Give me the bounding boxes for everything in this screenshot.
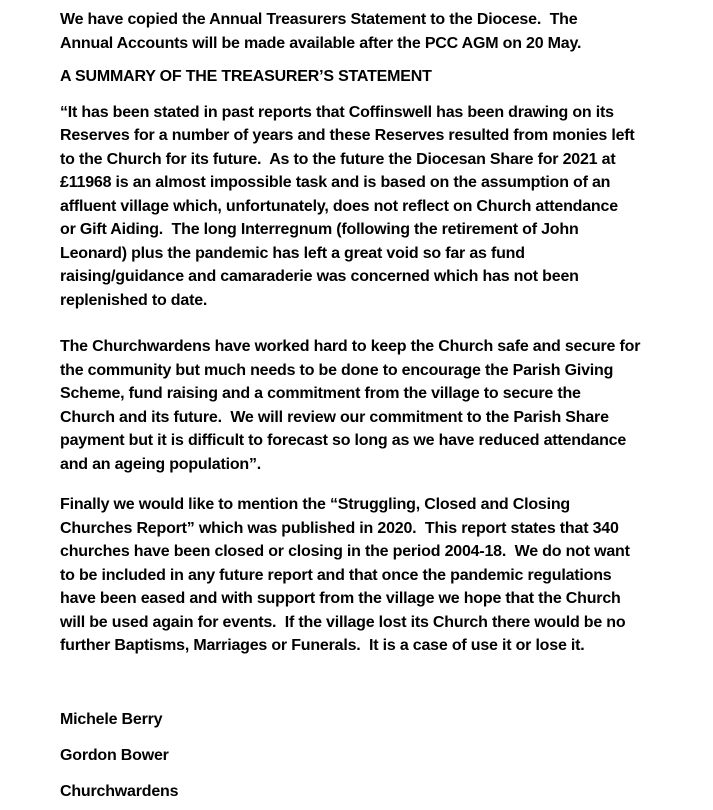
text-line: We have copied the Annual Treasurers Statement to the Diocese. The — [60, 11, 578, 28]
text-line: churches have been closed or closing in the period 2004-18. We do not want — [60, 543, 630, 560]
text-line: payment but it is difficult to forecast so long as we have reduced attendance — [60, 432, 627, 449]
text-line: Church and its future. We will review our commitment to the Parish Share — [60, 408, 609, 426]
signature-michele-berry — [60, 708, 707, 732]
signature-churchwardens — [60, 780, 707, 804]
text-line: Leonard) plus the pandemic has left a great void so far as fund — [60, 244, 525, 262]
text-line: to the Church for its future. As to the future the Diocesan Share for 2021 at — [60, 150, 616, 168]
treasurers-statement-heading: A SUMMARY OF THE TREASURER’S STATEMENT — [60, 68, 432, 85]
text-line: Finally we would like to mention the “Struggling, Closed and Closing — [60, 496, 570, 513]
text-line: replenished to date. — [60, 291, 208, 309]
text-line: raising/guidance and camaraderie was concerned which has not been — [60, 268, 579, 285]
text-line: the community but much needs to be done to encourage the Parish Giving — [60, 361, 614, 379]
closing-churches-paragraph — [60, 493, 707, 658]
text-line: Gordon Bower — [60, 747, 169, 764]
text-line: “It has been stated in past reports that Coffinswell has been drawing on its — [60, 103, 614, 121]
churchwardens-paragraph — [60, 335, 707, 476]
text-line: Scheme, fund raising and a commitment from the village to secure the — [60, 385, 581, 402]
signature-gordon-bower — [60, 744, 707, 768]
text-line: Michele Berry — [60, 710, 163, 728]
text-line: The Churchwardens have worked hard to keep the Church safe and secure for — [60, 338, 641, 355]
text-line: Annual Accounts will be made available after the PCC AGM on 20 May. — [60, 34, 582, 52]
text-line: further Baptisms, Marriages or Funerals. It is a case of use it or lose it. — [60, 637, 585, 654]
text-line: to be included in any future report and that once the pandemic regulations — [60, 566, 612, 584]
text-line: Churches Report” which was published in 2020. This report states that 340 — [60, 519, 619, 537]
text-line: Churchwardens — [60, 782, 179, 800]
text-line: affluent village which, unfortunately, does not reflect on Church attendance — [60, 197, 618, 215]
text-line: £11968 is an almost impossible task and is based on the assumption of an — [60, 174, 611, 191]
text-line: and an ageing population”. — [60, 455, 262, 473]
text-line: have been eased and with support from the village we hope that the Church — [60, 590, 621, 607]
text-line: or Gift Aiding. The long Interregnum (following the retirement of John — [60, 221, 579, 238]
statement-quote-paragraph — [60, 101, 707, 313]
text-line: will be used again for events. If the village lost its Church there would be no — [60, 613, 626, 631]
intro-paragraph — [60, 8, 707, 55]
text-line: Reserves for a number of years and these Reserves resulted from monies left — [60, 127, 635, 144]
